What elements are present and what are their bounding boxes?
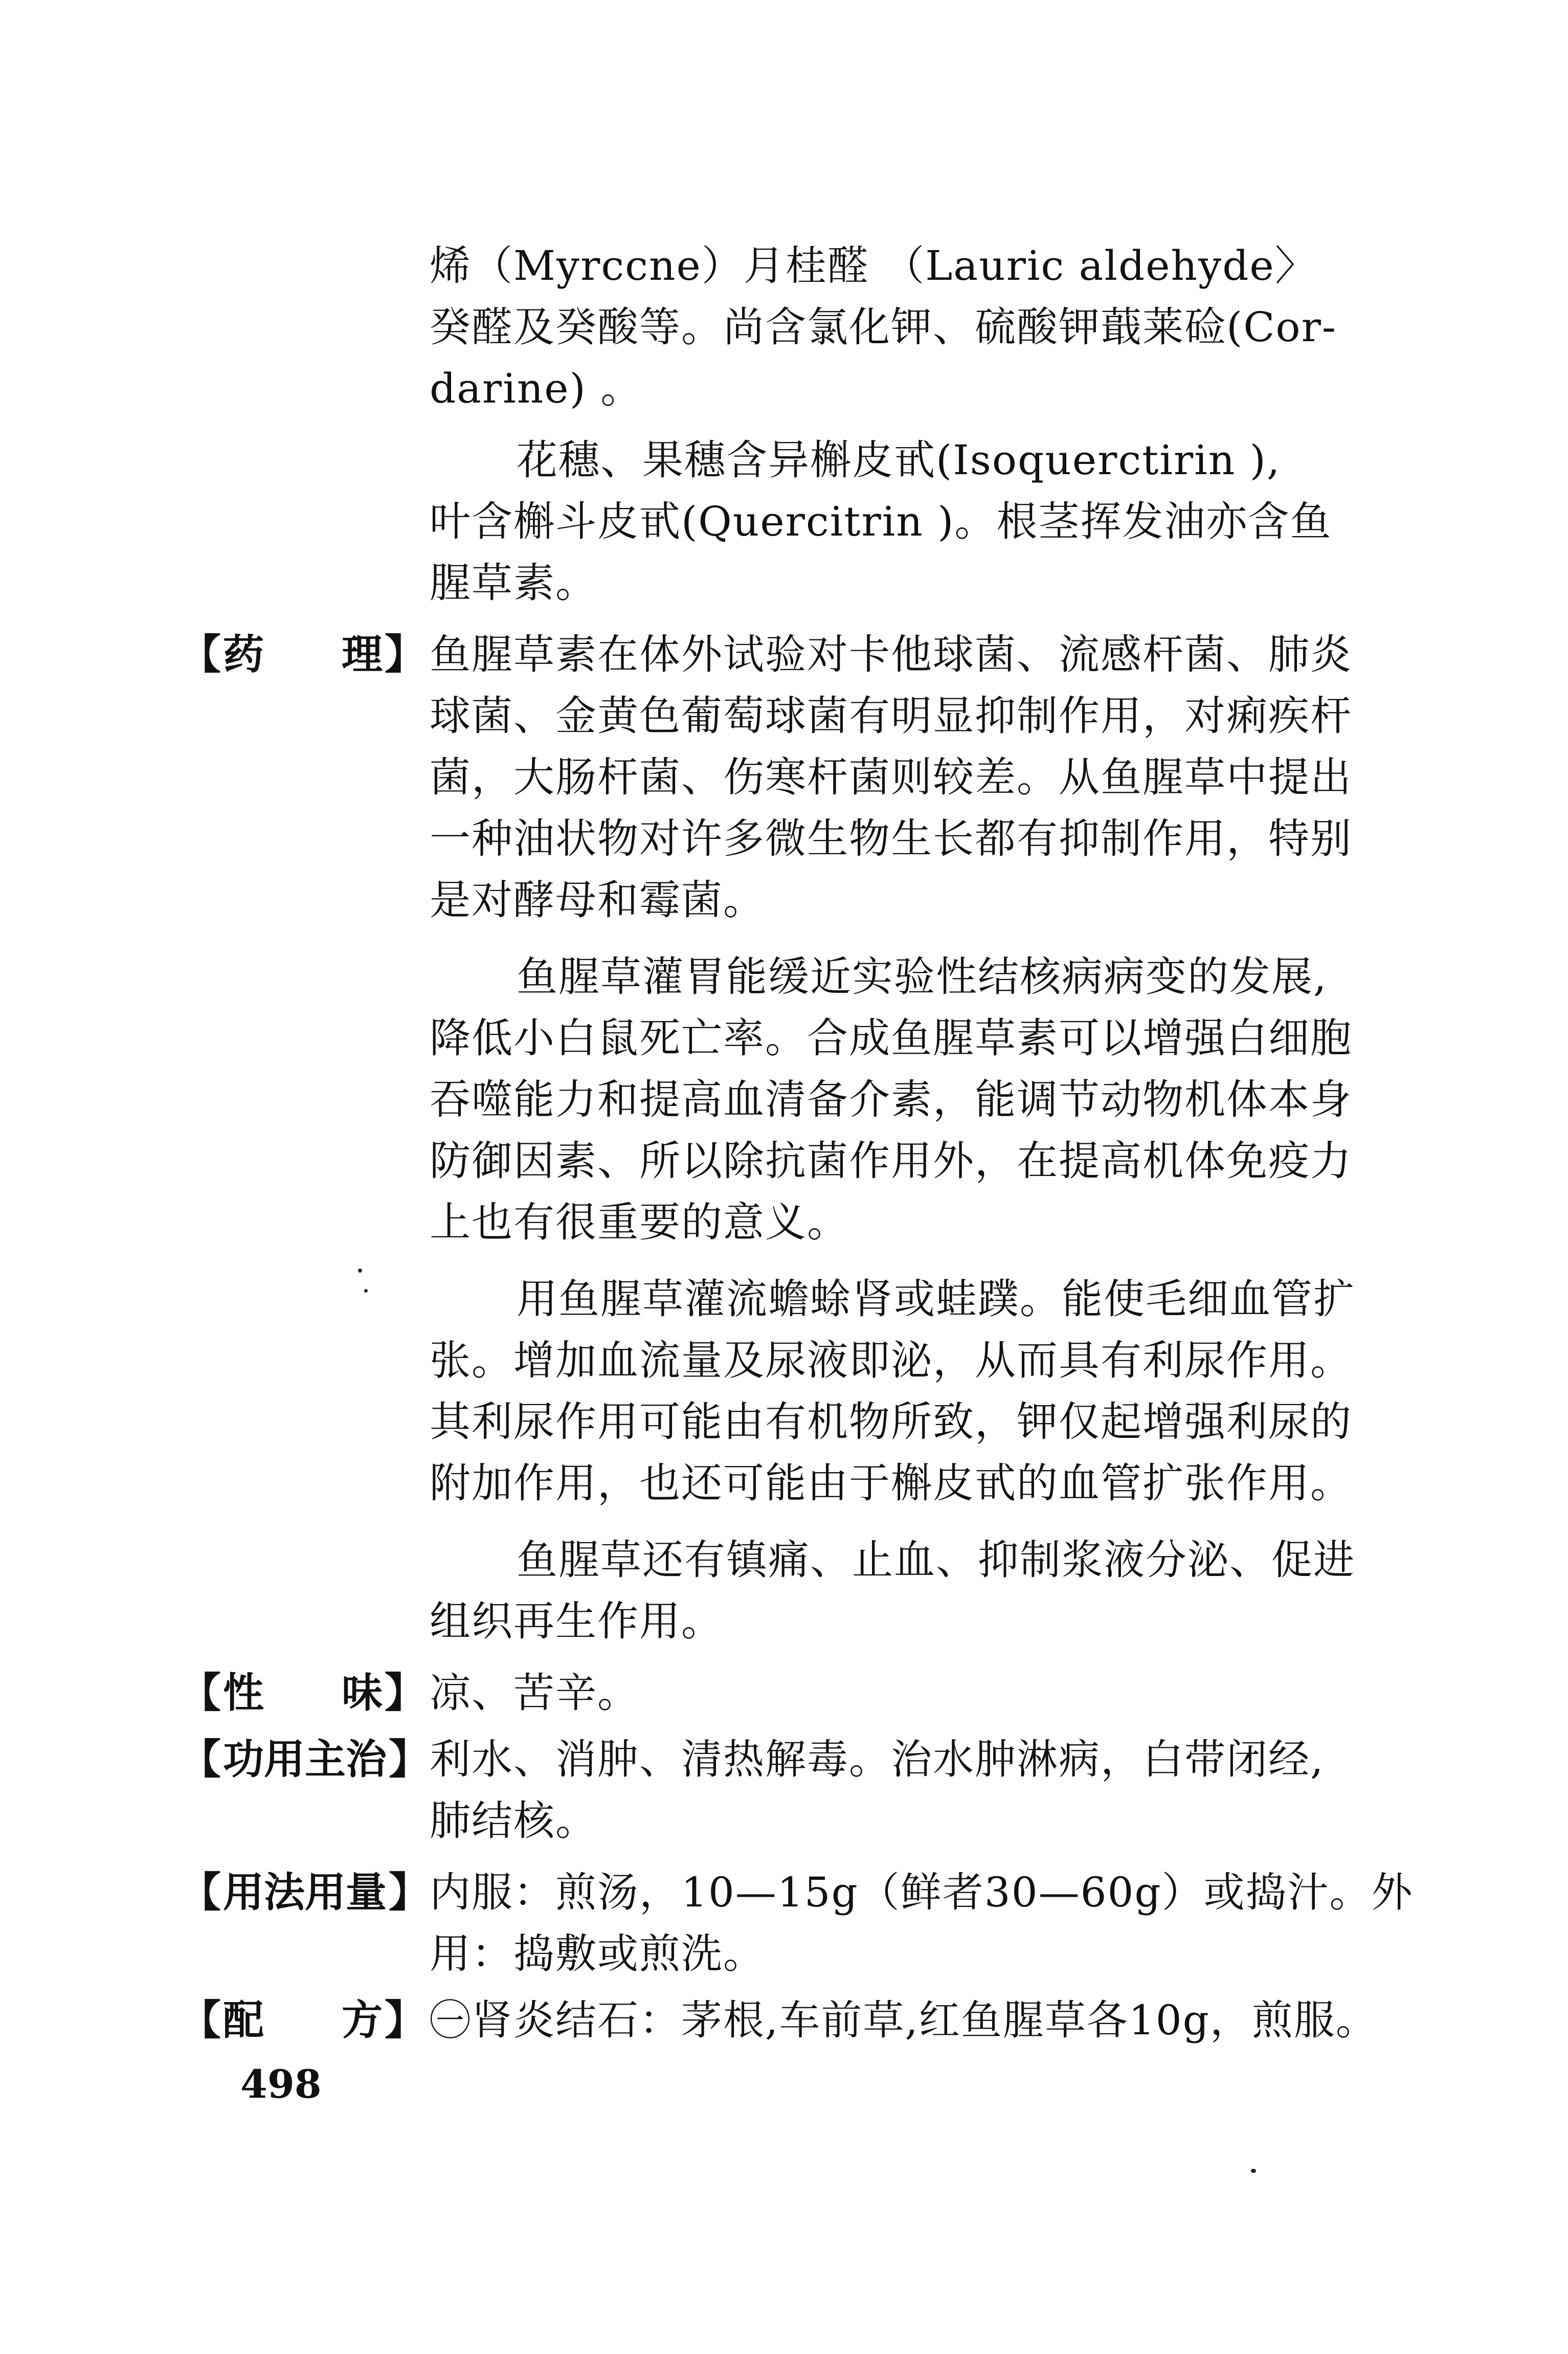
section-label-prescription: 【 配 方 】 — [180, 1996, 425, 2044]
text-line: 用鱼腥草灌流蟾蜍肾或蛙蹼。能使毛细血管扩 — [517, 1275, 1355, 1323]
scan-speck — [364, 1289, 368, 1293]
text-line: 菌，大肠杆菌、伤寒杆菌则较差。从鱼腥草中提出 — [430, 753, 1352, 801]
section-label-usage-dosage: 【 用 法 用 量 】 — [180, 1869, 430, 1916]
scan-speck — [1251, 2169, 1256, 2173]
text-line: darine) 。 — [430, 365, 643, 412]
text-line: 一种油状物对许多微生物生长都有抑制作用，特别 — [430, 815, 1352, 862]
text-line: 防御因素、所以除抗菌作用外，在提高机体免疫力 — [430, 1137, 1352, 1185]
text-line: 鱼腥草素在体外试验对卡他球菌、流感杆菌、肺炎 — [430, 631, 1352, 678]
page-number: 498 — [240, 2061, 322, 2107]
text-line: 上也有很重要的意义。 — [430, 1198, 849, 1246]
text-line: 张。增加血流量及尿液即泌，从而具有利尿作用。 — [430, 1337, 1352, 1384]
scan-speck — [358, 1269, 362, 1273]
section-label-pharmacology: 【 药 理 】 — [180, 631, 425, 678]
text-line: 烯（Myrccne）月桂醛 （Lauric aldehyde〉 — [430, 242, 1317, 290]
text-line: 叶含槲斗皮甙(Quercitrin )。根茎挥发油亦含鱼 — [430, 498, 1332, 545]
text-line: 球菌、金黄色葡萄球菌有明显抑制作用，对痢疾杆 — [430, 692, 1352, 740]
text-line: 利水、消肿、清热解毒。治水肿淋病，白带闭经, — [430, 1736, 1325, 1783]
text-line: 鱼腥草灌胃能缓近实验性结核病病变的发展, — [517, 953, 1328, 1001]
text-line: 降低小白鼠死亡率。合成鱼腥草素可以增强白细胞 — [430, 1014, 1352, 1062]
text-line: 肺结核。 — [430, 1797, 597, 1845]
text-line: 凉、苦辛。 — [430, 1669, 639, 1717]
text-line: 组织再生作用。 — [430, 1597, 723, 1645]
text-line: 吞噬能力和提高血清备介素，能调节动物机体本身 — [430, 1076, 1352, 1123]
section-label-functions: 【 功 用 主 治 】 — [180, 1736, 430, 1783]
text-line: 内服：煎汤，10—15g（鲜者30—60g）或捣汁。外 — [430, 1869, 1414, 1916]
text-line: 鱼腥草还有镇痛、止血、抑制浆液分泌、促进 — [517, 1536, 1355, 1584]
text-line: 其利尿作用可能由有机物所致，钾仅起增强利尿的 — [430, 1398, 1352, 1446]
text-line: 花穗、果穗含异槲皮甙(Isoquerctirin ), — [517, 436, 1281, 484]
text-line: 是对酵母和霉菌。 — [430, 876, 765, 924]
text-line: ㊀肾炎结石：茅根,车前草,红鱼腥草各10g，煎服。 — [430, 1996, 1378, 2044]
section-label-nature-flavor: 【 性 味 】 — [180, 1669, 425, 1717]
text-line: 用：捣敷或煎洗。 — [430, 1930, 765, 1978]
text-line: 癸醛及癸酸等。尚含氯化钾、硫酸钾蕺莱硷(Cor- — [430, 303, 1337, 351]
text-line: 附加作用，也还可能由于槲皮甙的血管扩张作用。 — [430, 1459, 1352, 1507]
text-line: 腥草素。 — [430, 559, 597, 607]
